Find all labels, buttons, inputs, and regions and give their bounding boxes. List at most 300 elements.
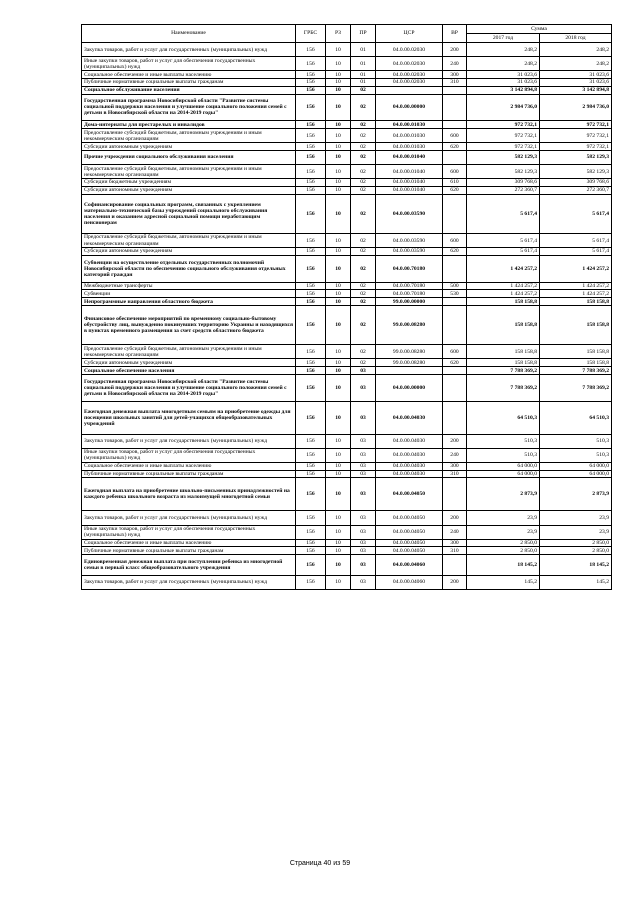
- row-rz: 10: [326, 367, 351, 375]
- row-sum-2018: 3 142 894,8: [540, 86, 612, 94]
- row-sum-2018: 972 732,1: [540, 143, 612, 151]
- row-rz: 10: [326, 539, 351, 547]
- row-rz: 10: [326, 165, 351, 179]
- row-pr: 02: [351, 248, 376, 256]
- row-csr: 04.0.00.04030: [376, 448, 443, 462]
- row-sum-2018: 248,2: [540, 43, 612, 57]
- row-vr: 310: [443, 78, 467, 86]
- row-name: Софинансирование социальных программ, связанных с укреплением материально-технической базы учреждений социального обслуживания населения и оказанием адресной социальной помощи неработающим пенсионерам: [82, 194, 296, 233]
- row-grbs: 156: [296, 547, 326, 555]
- row-pr: 03: [351, 434, 376, 448]
- row-vr: [443, 298, 467, 306]
- row-sum-2017: 5 617,4: [467, 234, 540, 248]
- row-grbs: 156: [296, 434, 326, 448]
- row-vr: [443, 555, 467, 575]
- row-sum-2018: 23,9: [540, 525, 612, 539]
- row-sum-2017: 64 510,3: [467, 401, 540, 434]
- row-name: Субсидии бюджетным учреждениям: [82, 179, 296, 187]
- row-grbs: 156: [296, 511, 326, 525]
- row-name: Ежегодная денежная выплата многодетным семьям на приобретение одежды для посещения школьных занятий для детей-учащихся общеобразовательных учреждений: [82, 401, 296, 434]
- table-row: [82, 94, 612, 121]
- row-sum-2018: 64 000,0: [540, 462, 612, 470]
- row-name: Непрограммные направления областного бюджета: [82, 298, 296, 306]
- row-csr: 04.0.00.04050: [376, 547, 443, 555]
- row-rz: 10: [326, 478, 351, 511]
- row-sum-2017: 2 873,9: [467, 478, 540, 511]
- table-row: [82, 401, 612, 434]
- row-name: Иные закупки товаров, работ и услуг для обеспечения государственных (муниципальных) нужд: [82, 525, 296, 539]
- row-grbs: 156: [296, 401, 326, 434]
- row-sum-2017: 1 424 257,2: [467, 290, 540, 298]
- row-rz: 10: [326, 78, 351, 86]
- row-name: Государственная программа Новосибирской области "Развитие системы социальной поддержки населения и улучшение социального положения семей с детьми в Новосибирской области на 2014-2019 годы": [82, 94, 296, 121]
- row-grbs: 156: [296, 143, 326, 151]
- row-grbs: 156: [296, 367, 326, 375]
- row-sum-2018: 158 158,8: [540, 298, 612, 306]
- row-name: Публичные нормативные социальные выплаты гражданам: [82, 470, 296, 478]
- row-sum-2017: 309 768,6: [467, 179, 540, 187]
- row-rz: 10: [326, 547, 351, 555]
- row-sum-2017: 158 158,8: [467, 359, 540, 367]
- row-name: Иные закупки товаров, работ и услуг для обеспечения государственных (муниципальных) нужд: [82, 57, 296, 71]
- row-rz: 10: [326, 255, 351, 282]
- row-sum-2017: 23,9: [467, 525, 540, 539]
- row-name: Субсидии автономным учреждениям: [82, 248, 296, 256]
- row-csr: 04.0.00.02030: [376, 71, 443, 79]
- row-csr: 04.0.00.03590: [376, 234, 443, 248]
- row-sum-2018: 5 617,4: [540, 194, 612, 233]
- table-body: [82, 43, 612, 590]
- row-pr: 03: [351, 525, 376, 539]
- row-name: Межбюджетные трансферты: [82, 282, 296, 290]
- row-rz: 10: [326, 94, 351, 121]
- row-pr: 02: [351, 290, 376, 298]
- row-rz: 10: [326, 179, 351, 187]
- table-row: [82, 150, 612, 164]
- row-sum-2018: 158 158,8: [540, 345, 612, 359]
- row-sum-2018: 1 424 257,2: [540, 290, 612, 298]
- row-sum-2018: 972 732,1: [540, 121, 612, 129]
- table-row: [82, 57, 612, 71]
- row-pr: 03: [351, 401, 376, 434]
- row-rz: 10: [326, 186, 351, 194]
- table-row: [82, 547, 612, 555]
- row-csr: 04.0.00.03590: [376, 194, 443, 233]
- row-sum-2018: 2 984 736,0: [540, 94, 612, 121]
- row-rz: 10: [326, 555, 351, 575]
- row-sum-2017: 158 158,8: [467, 345, 540, 359]
- row-grbs: 156: [296, 255, 326, 282]
- row-pr: 03: [351, 547, 376, 555]
- row-name: Предоставление субсидий бюджетным, автономным учреждениям и иным некоммерческим организациям: [82, 345, 296, 359]
- row-name: Социальное обеспечение населения: [82, 367, 296, 375]
- row-name: Публичные нормативные социальные выплаты гражданам: [82, 78, 296, 86]
- table-row: [82, 43, 612, 57]
- row-grbs: 156: [296, 462, 326, 470]
- row-sum-2017: 5 617,4: [467, 248, 540, 256]
- row-name: Субсидии автономным учреждениям: [82, 186, 296, 194]
- row-csr: 04.0.00.01030: [376, 143, 443, 151]
- row-sum-2017: 18 145,2: [467, 555, 540, 575]
- row-csr: 04.0.00.04030: [376, 401, 443, 434]
- table-row: [82, 478, 612, 511]
- row-csr: 99.0.00.08280: [376, 345, 443, 359]
- row-sum-2017: 64 000,0: [467, 470, 540, 478]
- row-name: Социальное обеспечение и иные выплаты населению: [82, 71, 296, 79]
- row-csr: 99.0.00.00000: [376, 298, 443, 306]
- row-name: Ежегодная выплата на приобретение школьно-письменных принадлежностей на каждого ребенка школьного возраста из малоимущей многодетной семьи: [82, 478, 296, 511]
- row-sum-2018: 145,2: [540, 575, 612, 589]
- row-csr: 04.0.00.01040: [376, 186, 443, 194]
- row-vr: 300: [443, 71, 467, 79]
- row-sum-2018: 2 873,9: [540, 478, 612, 511]
- table-row: [82, 71, 612, 79]
- table-row: [82, 470, 612, 478]
- row-grbs: 156: [296, 121, 326, 129]
- row-rz: 10: [326, 248, 351, 256]
- row-sum-2017: 582 129,3: [467, 165, 540, 179]
- row-sum-2017: 158 158,8: [467, 298, 540, 306]
- row-pr: 01: [351, 43, 376, 57]
- row-sum-2017: 582 129,3: [467, 150, 540, 164]
- row-pr: 03: [351, 478, 376, 511]
- row-name: Единовременная денежная выплата при поступлении ребенка из многодетной семьи в первый класс общеобразовательного учреждения: [82, 555, 296, 575]
- row-rz: 10: [326, 462, 351, 470]
- table-row: [82, 129, 612, 143]
- row-sum-2017: 1 424 257,2: [467, 255, 540, 282]
- row-sum-2017: 64 000,0: [467, 462, 540, 470]
- header-year-2018: 2018 год: [540, 34, 612, 43]
- table-row: [82, 290, 612, 298]
- table-row: [82, 359, 612, 367]
- row-sum-2018: 18 145,2: [540, 555, 612, 575]
- table-row: [82, 86, 612, 94]
- row-csr: 04.0.00.04060: [376, 575, 443, 589]
- row-name: Субсидии автономным учреждениям: [82, 143, 296, 151]
- row-rz: 10: [326, 470, 351, 478]
- row-rz: 10: [326, 143, 351, 151]
- row-sum-2017: 7 788 369,2: [467, 374, 540, 401]
- row-pr: 02: [351, 186, 376, 194]
- row-grbs: 156: [296, 470, 326, 478]
- row-sum-2017: 2 984 736,0: [467, 94, 540, 121]
- row-sum-2017: 272 360,7: [467, 186, 540, 194]
- row-vr: 620: [443, 186, 467, 194]
- row-vr: [443, 150, 467, 164]
- row-pr: 02: [351, 255, 376, 282]
- row-grbs: 156: [296, 43, 326, 57]
- row-sum-2017: 972 732,1: [467, 129, 540, 143]
- row-sum-2018: 2 850,0: [540, 539, 612, 547]
- row-sum-2018: 248,2: [540, 57, 612, 71]
- table-row: [82, 179, 612, 187]
- row-sum-2018: 1 424 257,2: [540, 282, 612, 290]
- header-rz: РЗ: [326, 25, 351, 43]
- row-sum-2018: 510,3: [540, 434, 612, 448]
- row-sum-2018: 23,9: [540, 511, 612, 525]
- row-pr: 02: [351, 121, 376, 129]
- row-name: Иные закупки товаров, работ и услуг для обеспечения государственных (муниципальных) нужд: [82, 448, 296, 462]
- row-name: Дома-интернаты для престарелых и инвалидов: [82, 121, 296, 129]
- row-pr: 03: [351, 462, 376, 470]
- table-row: [82, 298, 612, 306]
- table-row: [82, 462, 612, 470]
- row-sum-2017: 3 142 894,8: [467, 86, 540, 94]
- row-vr: 200: [443, 434, 467, 448]
- row-sum-2018: 7 788 369,2: [540, 367, 612, 375]
- row-vr: [443, 367, 467, 375]
- row-csr: 04.0.00.70180: [376, 255, 443, 282]
- row-grbs: 156: [296, 194, 326, 233]
- row-sum-2017: 248,2: [467, 57, 540, 71]
- row-csr: 04.0.00.04030: [376, 462, 443, 470]
- header-name: Наименование: [82, 25, 296, 43]
- row-rz: 10: [326, 150, 351, 164]
- row-grbs: 156: [296, 86, 326, 94]
- row-rz: 10: [326, 71, 351, 79]
- row-csr: 04.0.00.02030: [376, 43, 443, 57]
- row-grbs: 156: [296, 129, 326, 143]
- row-sum-2018: 510,3: [540, 448, 612, 462]
- row-pr: 03: [351, 511, 376, 525]
- row-csr: 04.0.00.01030: [376, 129, 443, 143]
- row-rz: 10: [326, 359, 351, 367]
- row-rz: 10: [326, 234, 351, 248]
- table-row: [82, 194, 612, 233]
- row-pr: 02: [351, 94, 376, 121]
- table-row: [82, 539, 612, 547]
- row-vr: [443, 86, 467, 94]
- row-vr: 200: [443, 511, 467, 525]
- row-csr: 04.0.00.04050: [376, 539, 443, 547]
- row-vr: 600: [443, 345, 467, 359]
- row-vr: 600: [443, 129, 467, 143]
- row-rz: 10: [326, 525, 351, 539]
- row-csr: 04.0.00.04050: [376, 525, 443, 539]
- row-vr: 240: [443, 448, 467, 462]
- row-pr: 02: [351, 194, 376, 233]
- row-sum-2017: 31 023,6: [467, 71, 540, 79]
- row-rz: 10: [326, 575, 351, 589]
- row-grbs: 156: [296, 525, 326, 539]
- header-csr: ЦСР: [376, 25, 443, 43]
- table-row: [82, 186, 612, 194]
- row-name: Субвенции: [82, 290, 296, 298]
- row-name: Социальное обеспечение и иные выплаты населению: [82, 539, 296, 547]
- table-row: [82, 143, 612, 151]
- row-grbs: 156: [296, 345, 326, 359]
- row-csr: [376, 86, 443, 94]
- row-grbs: 156: [296, 248, 326, 256]
- header-vr: ВР: [443, 25, 467, 43]
- row-vr: 200: [443, 575, 467, 589]
- row-vr: 610: [443, 179, 467, 187]
- row-pr: 02: [351, 359, 376, 367]
- row-vr: 240: [443, 525, 467, 539]
- table-row: [82, 306, 612, 345]
- row-name: Прочие учреждения социального обслуживания населения: [82, 150, 296, 164]
- row-sum-2017: 510,3: [467, 434, 540, 448]
- row-csr: 04.0.00.04050: [376, 511, 443, 525]
- table-row: [82, 255, 612, 282]
- row-pr: 02: [351, 179, 376, 187]
- table-row: [82, 248, 612, 256]
- row-vr: 310: [443, 470, 467, 478]
- row-csr: 04.0.00.01030: [376, 121, 443, 129]
- table-row: [82, 78, 612, 86]
- row-grbs: 156: [296, 290, 326, 298]
- table-row: [82, 121, 612, 129]
- row-rz: 10: [326, 86, 351, 94]
- row-sum-2018: 309 768,6: [540, 179, 612, 187]
- row-pr: 03: [351, 448, 376, 462]
- row-rz: 10: [326, 129, 351, 143]
- row-sum-2018: 64 510,3: [540, 401, 612, 434]
- header-year-2017: 2017 год: [467, 34, 540, 43]
- row-pr: 02: [351, 234, 376, 248]
- table-row: [82, 234, 612, 248]
- row-grbs: 156: [296, 575, 326, 589]
- page-number: Страница 40 из 59: [289, 860, 351, 867]
- header-sum: Сумма: [467, 25, 612, 34]
- row-csr: 04.0.00.70180: [376, 282, 443, 290]
- row-grbs: 156: [296, 186, 326, 194]
- row-pr: 03: [351, 367, 376, 375]
- row-name: Закупка товаров, работ и услуг для государственных (муниципальных) нужд: [82, 575, 296, 589]
- row-name: Государственная программа Новосибирской области "Развитие системы социальной поддержки населения и улучшение социального положения семей с детьми в Новосибирской области на 2014-2019 годы": [82, 374, 296, 401]
- row-vr: [443, 401, 467, 434]
- row-sum-2017: 7 788 369,2: [467, 367, 540, 375]
- row-rz: 10: [326, 401, 351, 434]
- row-csr: 04.0.00.70180: [376, 290, 443, 298]
- table-row: [82, 525, 612, 539]
- row-csr: 04.0.00.01040: [376, 150, 443, 164]
- row-grbs: 156: [296, 165, 326, 179]
- row-sum-2018: 5 617,4: [540, 234, 612, 248]
- row-grbs: 156: [296, 539, 326, 547]
- row-sum-2017: 972 732,1: [467, 121, 540, 129]
- row-csr: 04.0.00.02030: [376, 57, 443, 71]
- row-grbs: 156: [296, 306, 326, 345]
- row-vr: [443, 194, 467, 233]
- row-vr: 620: [443, 359, 467, 367]
- row-pr: 02: [351, 143, 376, 151]
- row-rz: 10: [326, 298, 351, 306]
- row-sum-2017: 248,2: [467, 43, 540, 57]
- row-vr: 500: [443, 282, 467, 290]
- row-sum-2017: 31 023,6: [467, 78, 540, 86]
- row-vr: 530: [443, 290, 467, 298]
- row-sum-2018: 31 023,6: [540, 71, 612, 79]
- row-pr: 03: [351, 470, 376, 478]
- row-sum-2018: 158 158,8: [540, 359, 612, 367]
- table-row: [82, 434, 612, 448]
- row-pr: 02: [351, 306, 376, 345]
- row-rz: 10: [326, 448, 351, 462]
- header-grbs: ГРБС: [296, 25, 326, 43]
- row-rz: 10: [326, 511, 351, 525]
- row-sum-2018: 972 732,1: [540, 129, 612, 143]
- row-grbs: 156: [296, 374, 326, 401]
- table-row: [82, 575, 612, 589]
- row-pr: 01: [351, 71, 376, 79]
- row-pr: 02: [351, 129, 376, 143]
- row-name: Субсидии автономным учреждениям: [82, 359, 296, 367]
- row-name: Предоставление субсидий бюджетным, автономным учреждениям и иным некоммерческим организациям: [82, 165, 296, 179]
- row-grbs: 156: [296, 179, 326, 187]
- table-row: [82, 282, 612, 290]
- row-pr: 02: [351, 345, 376, 359]
- row-name: Предоставление субсидий бюджетным, автономным учреждениям и иным некоммерческим организациям: [82, 234, 296, 248]
- row-grbs: 156: [296, 71, 326, 79]
- row-grbs: 156: [296, 298, 326, 306]
- row-pr: 03: [351, 575, 376, 589]
- row-sum-2018: 582 129,3: [540, 150, 612, 164]
- row-pr: 01: [351, 78, 376, 86]
- row-name: Субвенции на осуществление отдельных государственных полномочий Новосибирской области по обеспечению социального обслуживания отдельных категорий граждан: [82, 255, 296, 282]
- row-name: Финансовое обеспечение мероприятий по временному социально-бытовому обустройству лиц, вынужденно покинувших территорию Украины и находящихся в пунктах временного размещения за счет средств областного бюджета: [82, 306, 296, 345]
- table-row: [82, 374, 612, 401]
- row-rz: 10: [326, 57, 351, 71]
- row-sum-2018: 158 158,8: [540, 306, 612, 345]
- row-sum-2017: 23,9: [467, 511, 540, 525]
- row-sum-2018: 1 424 257,2: [540, 255, 612, 282]
- row-vr: 240: [443, 57, 467, 71]
- row-csr: 04.0.00.01040: [376, 165, 443, 179]
- row-name: Социальное обеспечение и иные выплаты населению: [82, 462, 296, 470]
- row-sum-2017: 972 732,1: [467, 143, 540, 151]
- row-grbs: 156: [296, 478, 326, 511]
- row-grbs: 156: [296, 150, 326, 164]
- row-name: Публичные нормативные социальные выплаты гражданам: [82, 547, 296, 555]
- row-csr: 04.0.00.04050: [376, 478, 443, 511]
- row-pr: 02: [351, 165, 376, 179]
- row-rz: 10: [326, 306, 351, 345]
- table-row: [82, 367, 612, 375]
- row-vr: 300: [443, 539, 467, 547]
- row-grbs: 156: [296, 359, 326, 367]
- row-pr: 03: [351, 374, 376, 401]
- row-grbs: 156: [296, 78, 326, 86]
- row-csr: 04.0.00.00000: [376, 94, 443, 121]
- row-csr: 04.0.00.01040: [376, 179, 443, 187]
- table-row: [82, 165, 612, 179]
- row-grbs: 156: [296, 282, 326, 290]
- row-pr: 03: [351, 539, 376, 547]
- row-vr: 620: [443, 143, 467, 151]
- row-vr: [443, 374, 467, 401]
- row-name: Закупка товаров, работ и услуг для государственных (муниципальных) нужд: [82, 511, 296, 525]
- row-csr: 04.0.00.04060: [376, 555, 443, 575]
- budget-table: [81, 24, 612, 590]
- row-pr: 02: [351, 86, 376, 94]
- row-sum-2018: 2 850,0: [540, 547, 612, 555]
- row-rz: 10: [326, 43, 351, 57]
- row-pr: 02: [351, 150, 376, 164]
- row-csr: 04.0.00.02030: [376, 78, 443, 86]
- row-name: Закупка товаров, работ и услуг для государственных (муниципальных) нужд: [82, 434, 296, 448]
- row-vr: [443, 478, 467, 511]
- row-grbs: 156: [296, 234, 326, 248]
- row-csr: [376, 367, 443, 375]
- row-rz: 10: [326, 345, 351, 359]
- row-csr: 99.0.00.08280: [376, 359, 443, 367]
- row-vr: 300: [443, 462, 467, 470]
- row-pr: 02: [351, 282, 376, 290]
- row-sum-2017: 145,2: [467, 575, 540, 589]
- row-sum-2018: 7 788 369,2: [540, 374, 612, 401]
- row-sum-2017: 2 850,0: [467, 539, 540, 547]
